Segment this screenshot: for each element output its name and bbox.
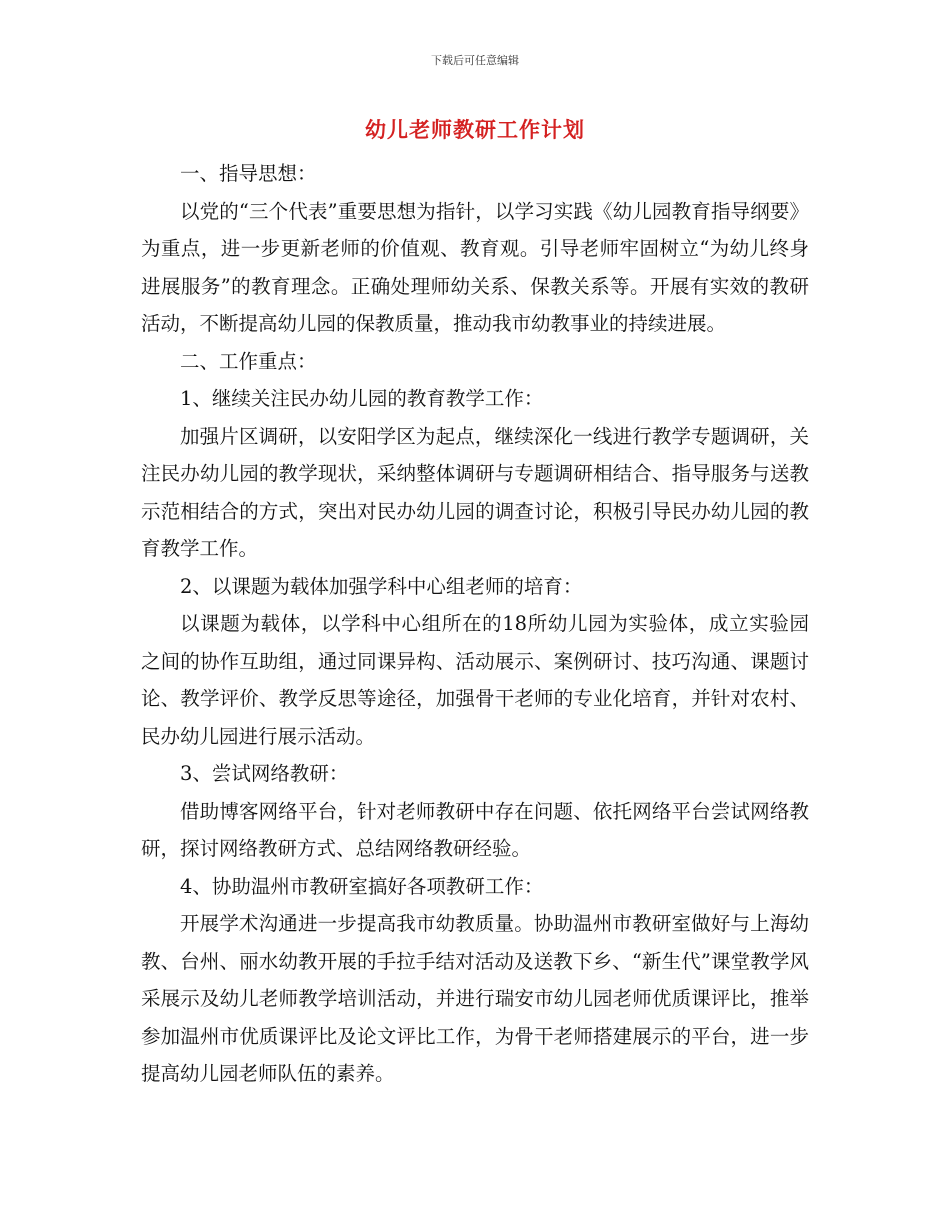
paragraph-assist-wenzhou: 开展学术沟通进一步提高我市幼教质量。协助温州市教研室做好与上海幼教、台州、丽水幼教开展的手拉手结对活动及送教下乡、“新生代”课堂教学风采展示及幼儿老师教学培训活动，并进行瑞安市幼儿园老师优质课评比，推举参加温州市优质课评比及论文评比工作，为骨干老师搭建展示的平台，进一步提高幼儿园老师队伍的素养。 — [141, 912, 809, 1085]
paragraph-private-kindergartens: 加强片区调研，以安阳学区为起点，继续深化一线进行教学专题调研，关注民办幼儿园的教学现状，采纳整体调研与专题调研相结合、指导服务与送教示范相结合的方式，突出对民办幼儿园的调查讨论，积极引导民办幼儿园的教育教学工作。 — [141, 424, 809, 560]
document-body — [141, 155, 809, 1093]
paragraph-online-research: 借助博客网络平台，针对老师教研中存在问题、依托网络平台尝试网络教研，探讨网络教研方式、总结网络教研经验。 — [141, 799, 809, 860]
subheading-private-kindergartens: 1、继续关注民办幼儿园的教育教学工作： — [180, 387, 544, 410]
subheading-teacher-training: 2、以课题为载体加强学科中心组老师的培育： — [180, 574, 583, 598]
document-title: 幼儿老师教研工作计划 — [365, 117, 585, 142]
subheading-online-research: 3、尝试网络教研： — [180, 762, 349, 785]
heading-guiding-ideology: 一、指导思想： — [180, 162, 317, 185]
heading-work-focus: 二、工作重点： — [180, 349, 317, 373]
paragraph-guiding-ideology: 以党的“三个代表”重要思想为指针，以学习实践《幼儿园教育指导纲要》为重点，进一步更新老师的价值观、教育观。引导老师牢固树立“为幼儿终身进展服务”的教育理念。正确处理师幼关系、保教关系等。开展有实效的教研活动，不断提高幼儿园的保教质量，推动我市幼教事业的持续进展。 — [141, 199, 809, 335]
page-header-note: 下载后可任意编辑 — [431, 54, 519, 67]
paragraph-teacher-training: 以课题为载体，以学科中心组所在的18所幼儿园为实验体，成立实验园之间的协作互助组，通过同课异构、活动展示、案例研讨、技巧沟通、课题讨论、教学评价、教学反思等途径，加强骨干老师的专业化培育，并针对农村、民办幼儿园进行展示活动。 — [141, 612, 809, 748]
subheading-assist-wenzhou: 4、协助温州市教研室搞好各项教研工作： — [180, 874, 544, 898]
